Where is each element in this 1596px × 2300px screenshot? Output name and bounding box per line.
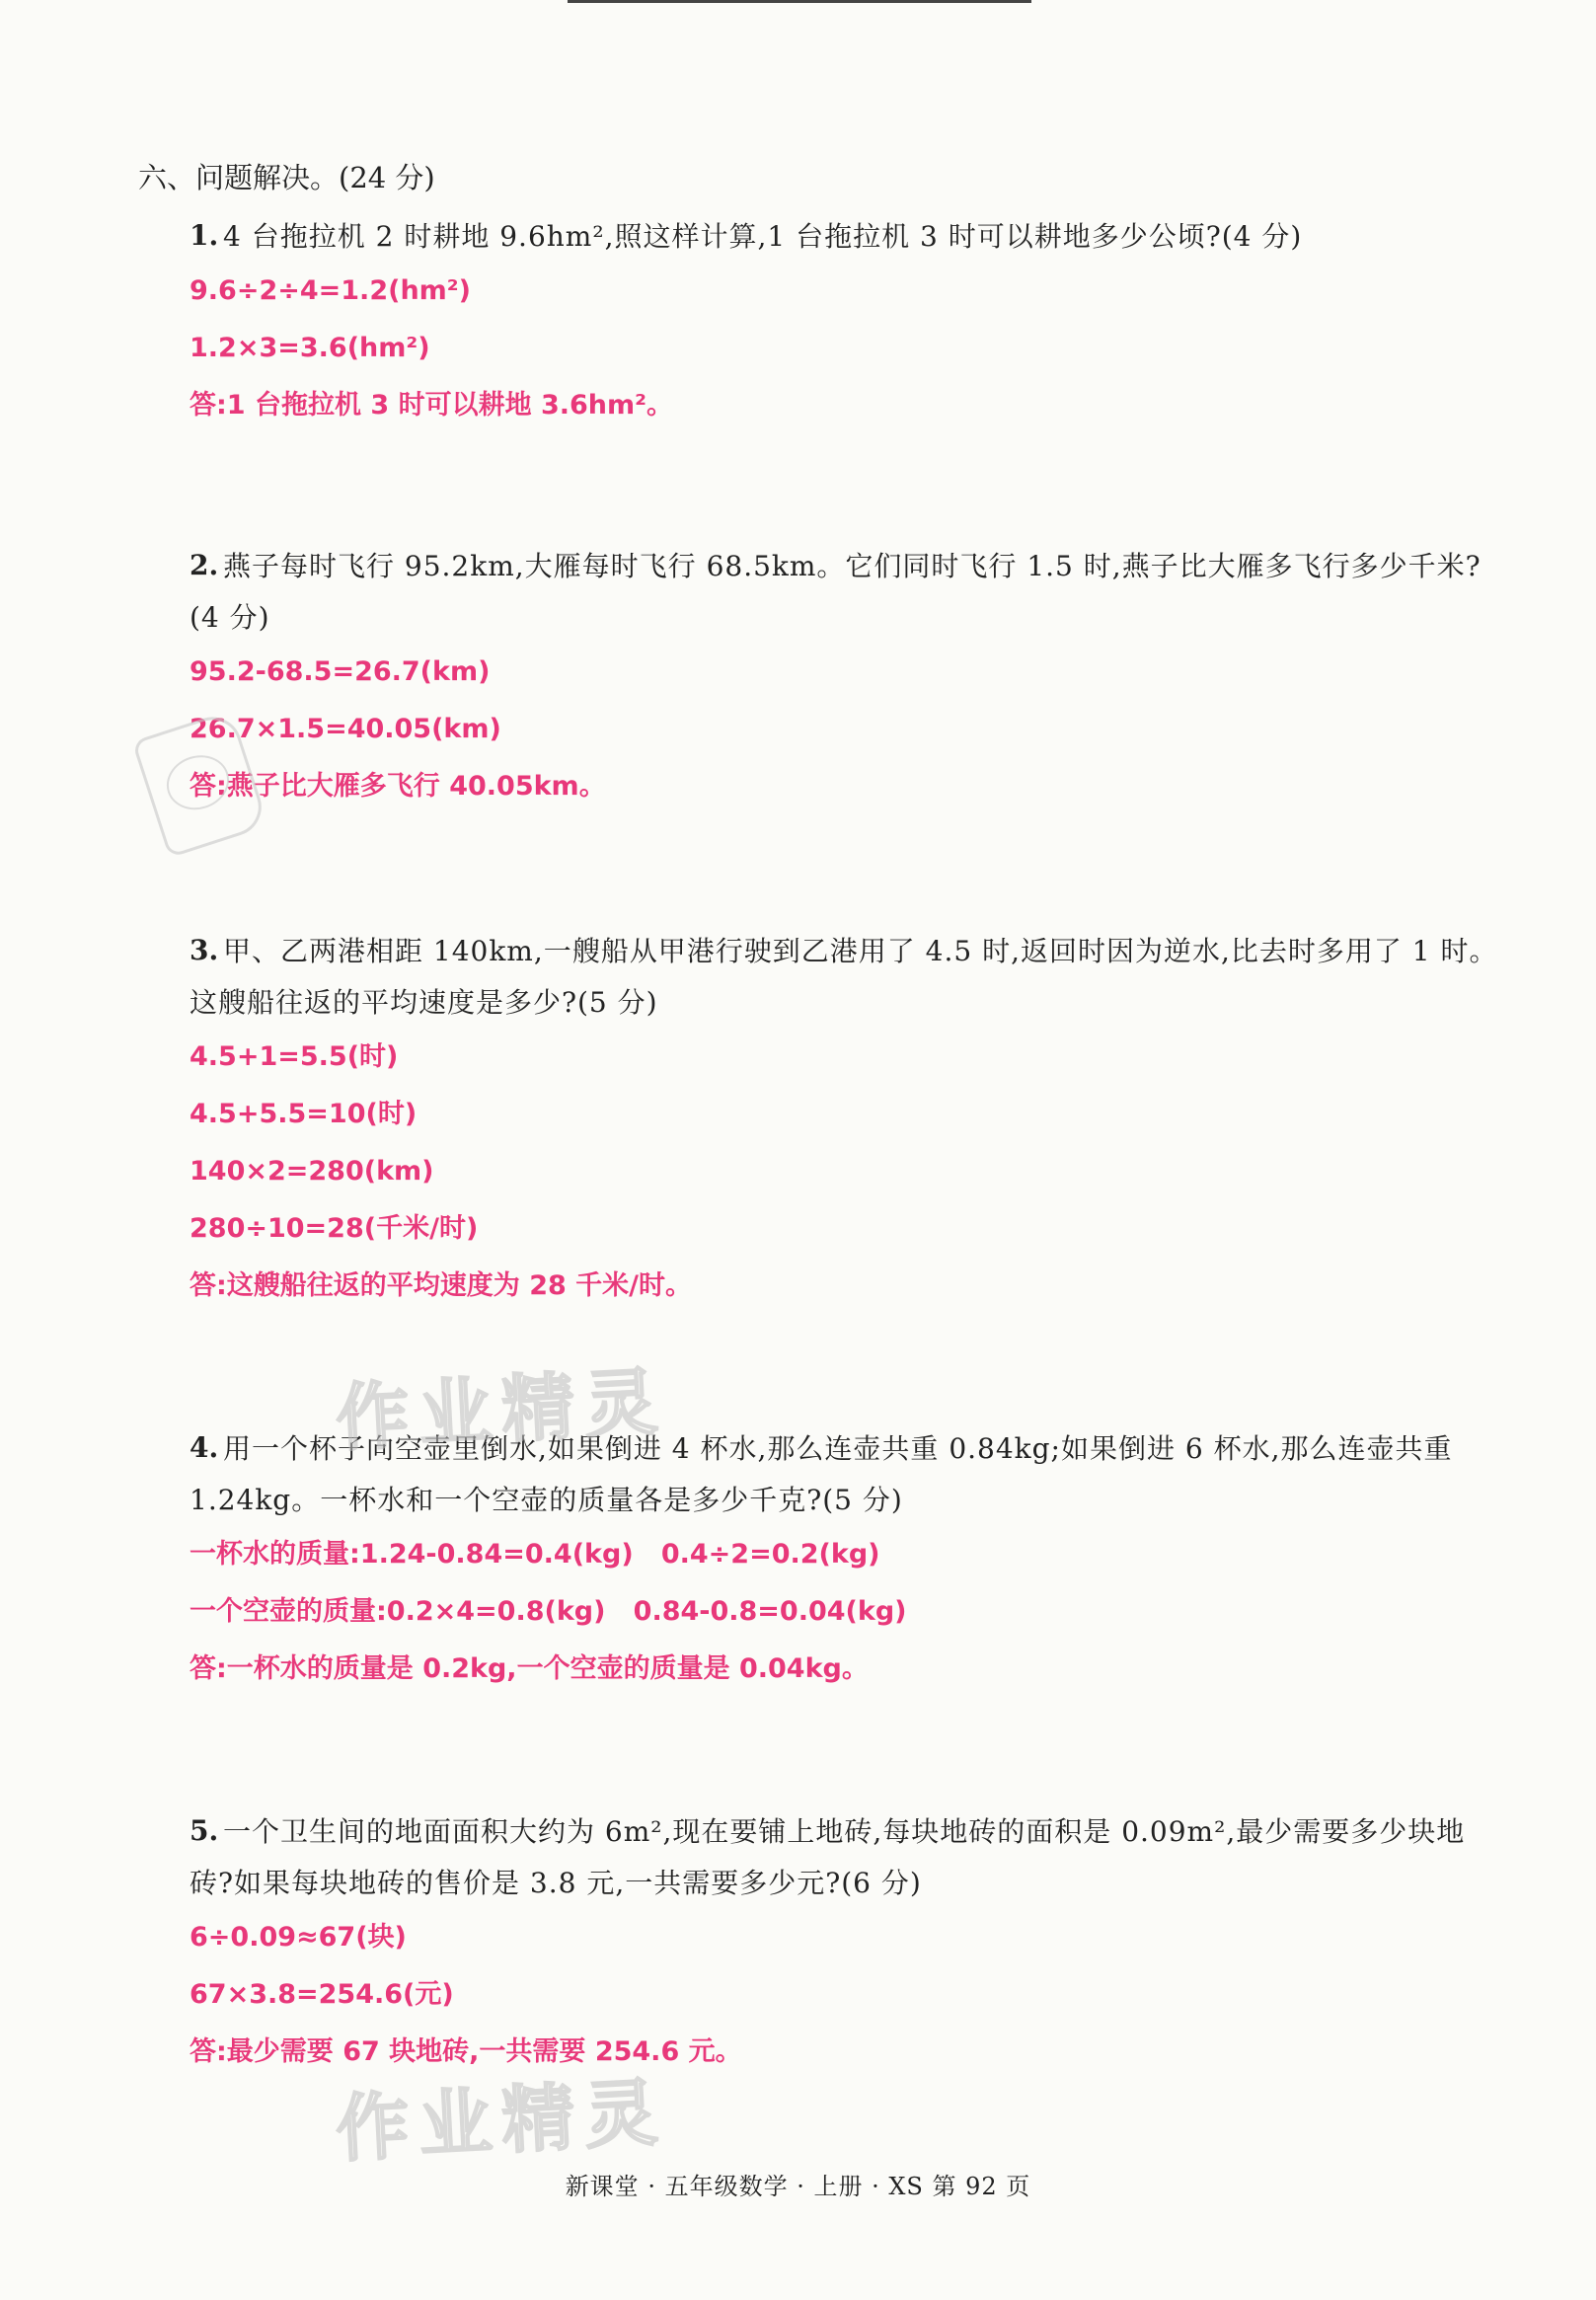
answer-line: 答:1 台拖拉机 3 时可以耕地 3.6hm²。 [190, 390, 673, 421]
answer-line: 一杯水的质量:1.24-0.84=0.4(kg) 0.4÷2=0.2(kg) [190, 1539, 880, 1570]
answer-line: 答:一杯水的质量是 0.2kg,一个空壶的质量是 0.04kg。 [190, 1653, 869, 1684]
answer-line: 答:最少需要 67 块地砖,一共需要 254.6 元。 [190, 2036, 742, 2067]
problem-question: 燕子每时飞行 95.2km,大雁每时飞行 68.5km。它们同时飞行 1.5 时,燕子比大雁多飞行多少千米?(4 分) [190, 550, 1482, 634]
answer-line: 4.5+1=5.5(时) [190, 1041, 399, 1072]
problem-number: 4. [190, 1431, 219, 1464]
problem-number: 3. [190, 934, 219, 966]
answer-line: 26.7×1.5=40.05(km) [190, 714, 501, 744]
problem-question: 甲、乙两港相距 140km,一艘船从甲港行驶到乙港用了 4.5 时,返回时因为逆水,比去时多用了 1 时。这艘船往返的平均速度是多少?(5 分) [190, 935, 1498, 1019]
answer-line: 一个空壶的质量:0.2×4=0.8(kg) 0.84-0.8=0.04(kg) [190, 1596, 907, 1627]
problem-question: 4 台拖拉机 2 时耕地 9.6hm²,照这样计算,1 台拖拉机 3 时可以耕地多少公顷?(4 分) [223, 220, 1303, 253]
answer-line: 9.6÷2÷4=1.2(hm²) [190, 275, 471, 306]
answer-line: 1.2×3=3.6(hm²) [190, 333, 430, 363]
answer-line: 280÷10=28(千米/时) [190, 1213, 479, 1244]
stamp-mark [160, 747, 237, 817]
problem-number: 2. [190, 549, 219, 581]
top-rule [568, 0, 1031, 3]
problem-3 [138, 926, 1500, 1315]
answer-line: 95.2-68.5=26.7(km) [190, 656, 491, 687]
problem-2 [138, 541, 1500, 815]
problem-number: 5. [190, 1814, 219, 1847]
watermark: 作业精灵 [334, 2070, 670, 2173]
answer-line: 140×2=280(km) [190, 1156, 434, 1187]
answer-line: 6÷0.09≈67(块) [190, 1922, 407, 1953]
page-footer: 新课堂 · 五年级数学 · 上册 · XS 第 92 页 [565, 2173, 1031, 2200]
answer-line: 67×3.8=254.6(元) [190, 1979, 454, 2010]
watermark: 作业精灵 [334, 1359, 670, 1462]
problem-question: 用一个杯子向空壶里倒水,如果倒进 4 杯水,那么连壶共重 0.84kg;如果倒进 6 杯水,那么连壶共重 1.24kg。一杯水和一个空壶的质量各是多少千克?(5 分) [190, 1432, 1453, 1516]
section-title: 六、问题解决。(24 分) [138, 161, 435, 194]
problem-5 [138, 1806, 1500, 2081]
problem-1 [138, 211, 1500, 434]
problem-number: 1. [190, 219, 219, 252]
answer-line: 答:这艘船往返的平均速度为 28 千米/时。 [190, 1270, 693, 1301]
page-content [138, 158, 1500, 2081]
answer-line: 4.5+5.5=10(时) [190, 1099, 418, 1129]
answer-line: 答:燕子比大雁多飞行 40.05km。 [190, 771, 606, 802]
problem-question: 一个卫生间的地面面积大约为 6m²,现在要铺上地砖,每块地砖的面积是 0.09m²,最少需要多少块地砖?如果每块地砖的售价是 3.8 元,一共需要多少元?(6 分) [190, 1815, 1466, 1899]
